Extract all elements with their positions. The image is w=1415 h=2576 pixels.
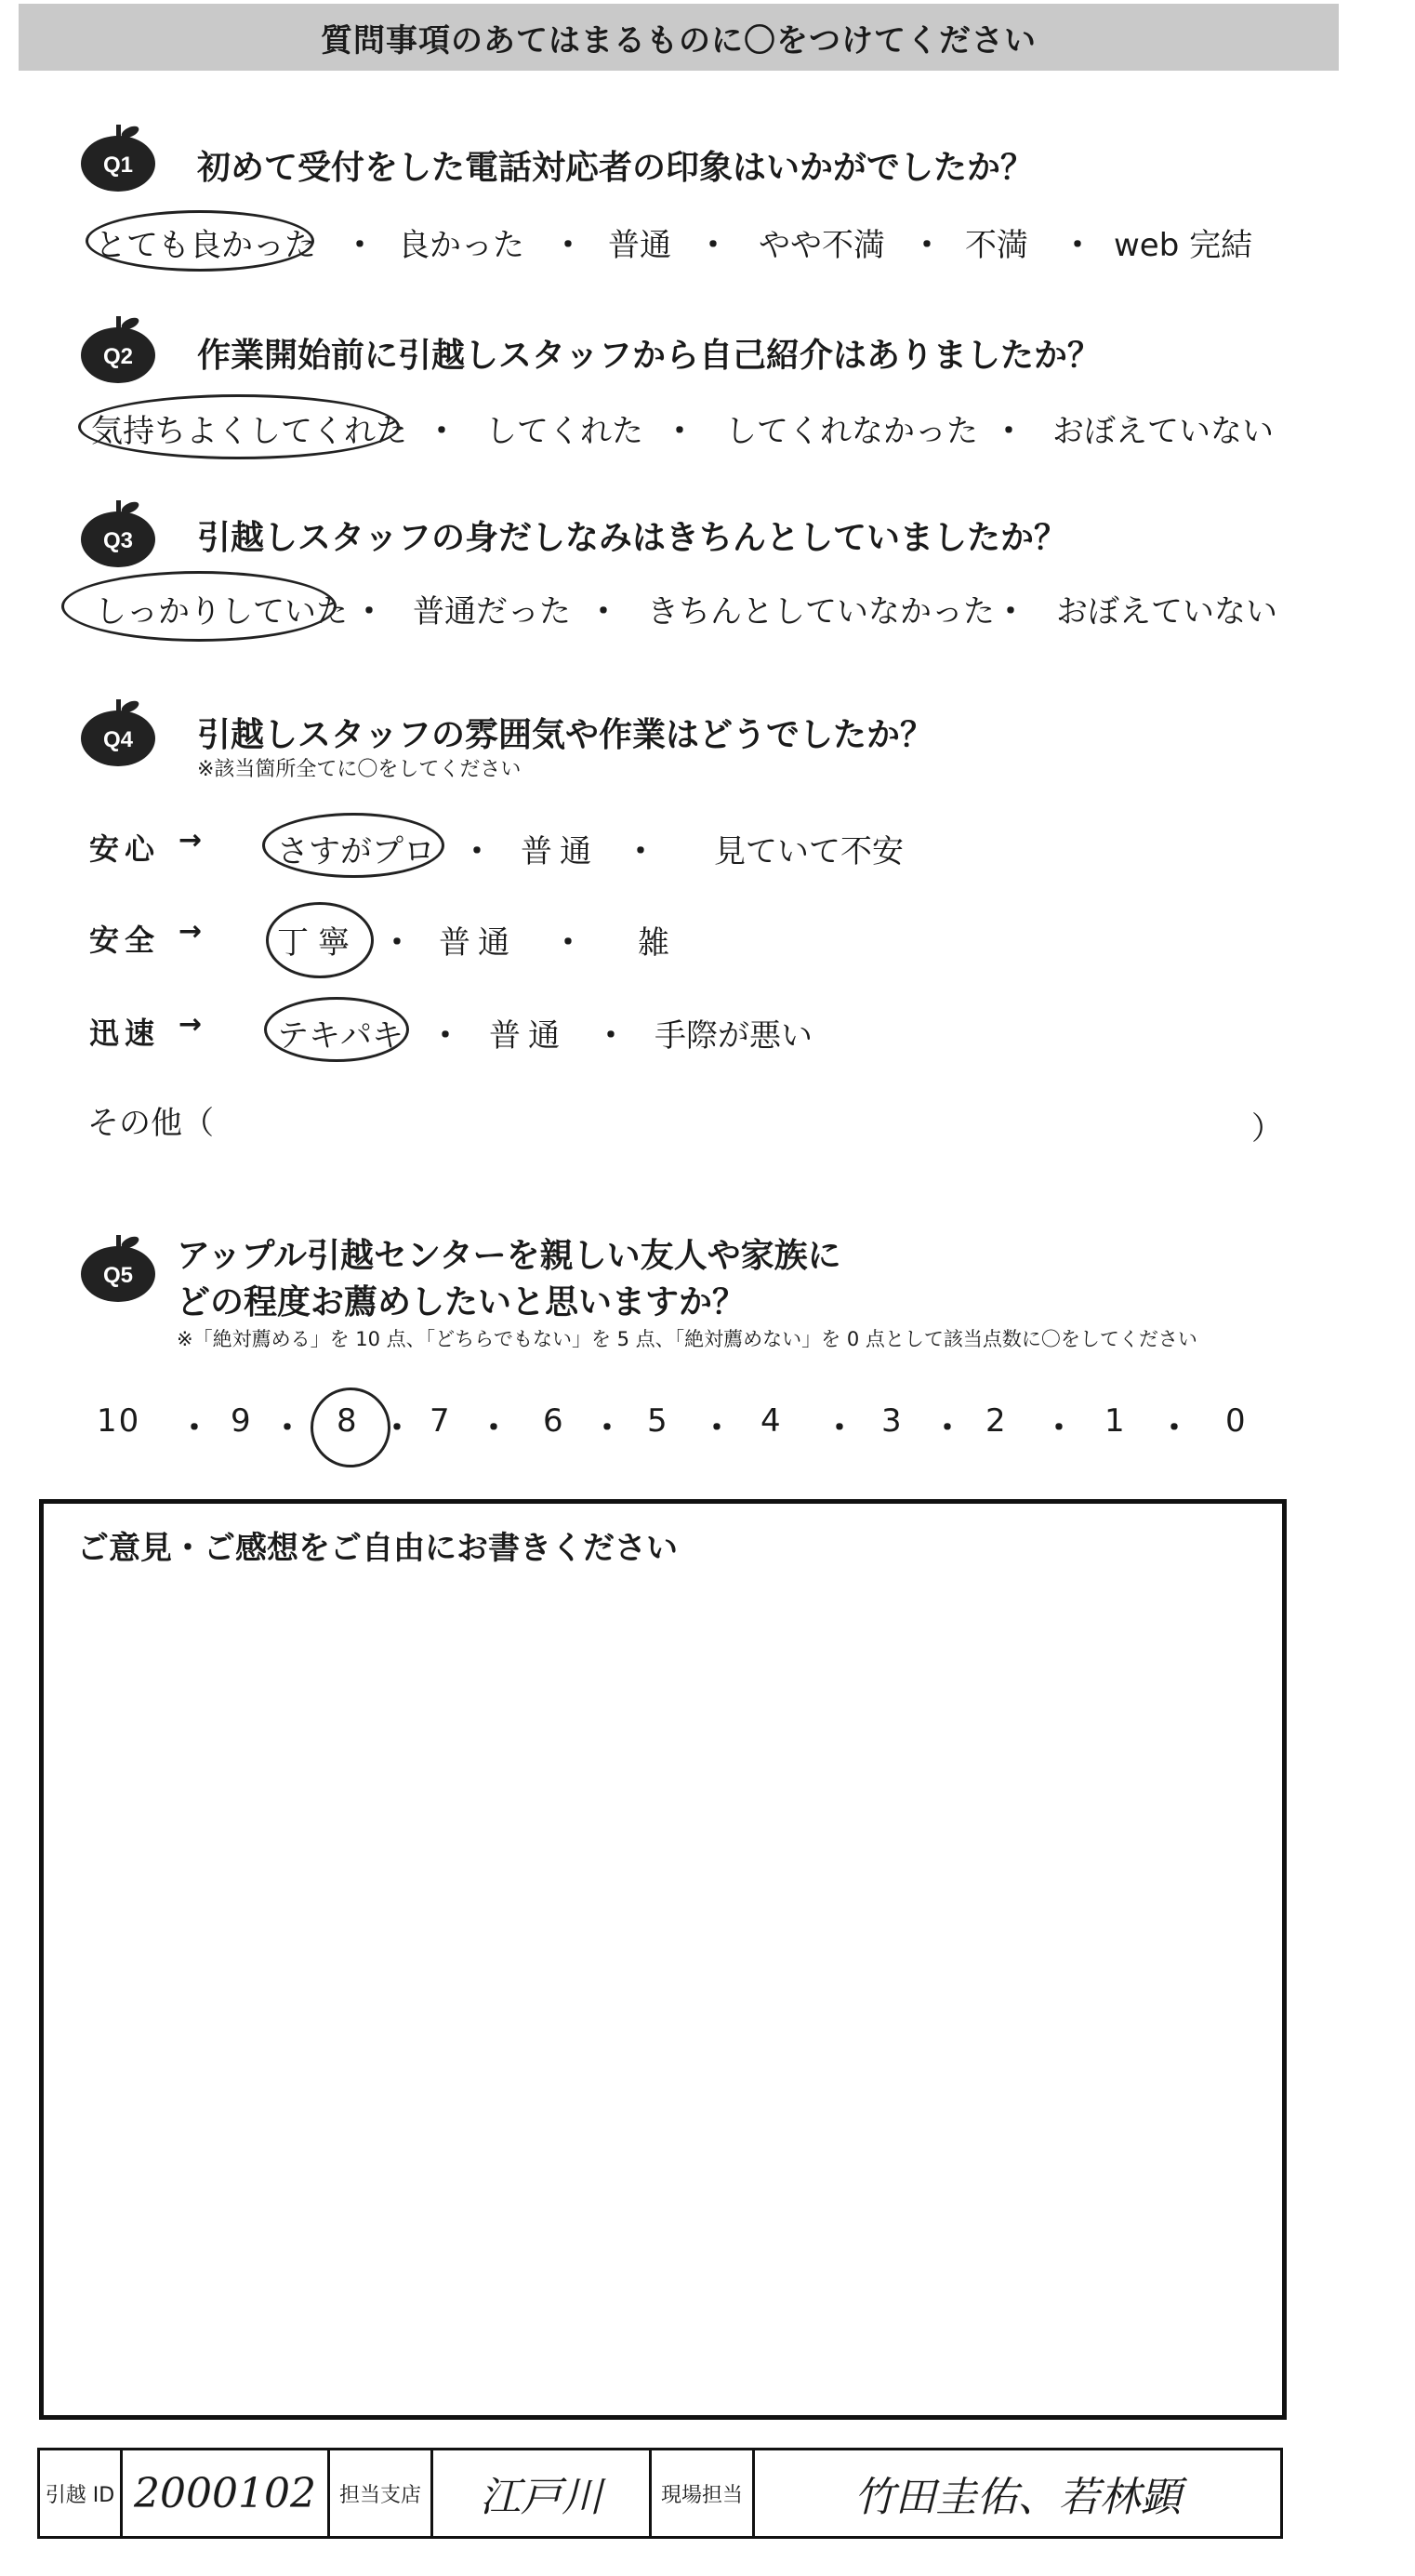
q5-note: ※「絶対薦める」を 10 点、「どちらでもない」を 5 点、「絶対薦めない」を 0 点として該当点数に〇をしてください [177,1328,1197,1350]
q1-option-4[interactable]: やや不満 [759,227,885,264]
q3-title: 引越しスタッフの身だしなみはきちんとしていましたか？ [197,519,1068,557]
separator-dot: ・ [595,1017,627,1055]
apple-icon [76,495,160,569]
separator-dot: ・ [995,593,1026,631]
score-4[interactable]: 4 [760,1402,783,1440]
apple-icon [76,119,160,193]
separator-dot: ・ [588,593,619,631]
separator-dot: ・ [478,1410,509,1447]
separator-dot: ・ [993,413,1025,450]
separator-dot: ・ [179,1410,210,1447]
comment-box[interactable] [39,1499,1287,2420]
apple-icon [76,1229,160,1304]
separator-dot: ・ [353,593,385,631]
q5-badge [76,1229,160,1304]
score-2[interactable]: 2 [985,1402,1008,1440]
q4-relief-option-1[interactable]: さすがプロ [277,833,435,870]
branch-label: 担当支店 [330,2450,433,2536]
separator-dot: ・ [701,1410,733,1447]
page-title: 質問事項のあてはまるものに〇をつけてください [321,21,1037,60]
arrow-icon: → [179,1008,203,1041]
q1-badge [76,119,160,193]
q1-option-5[interactable]: 不満 [965,227,1028,264]
score-8[interactable]: 8 [337,1402,359,1440]
comment-box-title: ご意見・ご感想をご自由にお書きください [77,1530,678,1567]
separator-dot: ・ [1043,1410,1075,1447]
arrow-icon: → [179,915,203,948]
arrow-icon: → [179,824,203,856]
score-10[interactable]: 10 [97,1402,141,1440]
q4-relief-option-3[interactable]: 見ていて不安 [714,833,904,870]
svg-text:Q4: Q4 [102,727,134,752]
q2-title: 作業開始前に引越しスタッフから自己紹介はありましたか？ [197,337,1102,375]
q4-other-label: その他（ [87,1105,214,1142]
q1-option-1[interactable]: とても良かった [95,227,316,264]
q4-row-label-speed: 迅速 [89,1016,161,1051]
q4-note: ※該当箇所全てに〇をしてください [197,758,522,781]
apple-icon [76,694,160,768]
score-0[interactable]: 0 [1225,1402,1248,1440]
separator-dot: ・ [697,227,729,264]
separator-dot: ・ [932,1410,963,1447]
separator-dot: ・ [430,1017,461,1055]
score-1[interactable]: 1 [1104,1402,1127,1440]
q2-option-3[interactable]: してくれなかった [725,413,978,450]
q3-badge [76,495,160,569]
apple-icon [76,311,160,385]
q4-safety-option-3[interactable]: 雑 [638,924,669,962]
q4-safety-option-2[interactable]: 普通 [439,924,517,962]
separator-dot: ・ [271,1410,303,1447]
move-id-label: 引越 ID [40,2450,123,2536]
q4-safety-option-1[interactable]: 丁寧 [277,924,359,962]
separator-dot: ・ [381,924,413,962]
q4-row-label-relief: 安心 [89,831,161,867]
separator-dot: ・ [461,833,493,870]
branch-value[interactable]: 江戸川 [433,2450,652,2536]
score-3[interactable]: 3 [881,1402,904,1440]
q2-option-2[interactable]: してくれた [485,413,643,450]
separator-dot: ・ [911,227,943,264]
staff-label: 現場担当 [652,2450,755,2536]
separator-dot: ・ [552,227,584,264]
q4-relief-option-2[interactable]: 普通 [521,833,599,870]
separator-dot: ・ [426,413,457,450]
separator-dot: ・ [824,1410,855,1447]
q5-title-line2: どの程度お薦めしたいと思いますか？ [177,1283,747,1321]
score-9[interactable]: 9 [231,1402,253,1440]
separator-dot: ・ [1062,227,1093,264]
q2-option-4[interactable]: おぼえていない [1052,413,1274,450]
separator-dot: ・ [664,413,695,450]
q1-title: 初めて受付をした電話対応者の印象はいかがでしたか？ [197,149,1035,187]
score-7[interactable]: 7 [430,1402,452,1440]
q4-speed-option-3[interactable]: 手際が悪い [655,1017,813,1055]
staff-value[interactable]: 竹田圭佑、若林顕 [853,2474,1182,2521]
separator-dot: ・ [625,833,656,870]
svg-text:Q5: Q5 [102,1263,134,1288]
footer-table [37,2448,1283,2539]
q3-option-1[interactable]: しっかりしていた [95,593,348,631]
separator-dot: ・ [552,924,584,962]
q1-option-6[interactable]: web 完結 [1114,227,1253,264]
q2-option-1[interactable]: 気持ちよくしてくれた [91,413,407,450]
page-header [19,4,1339,71]
svg-text:Q3: Q3 [102,528,134,553]
q3-option-4[interactable]: おぼえていない [1056,593,1277,631]
q5-title-line1: アップル引越センターを親しい友人や家族に [177,1237,841,1275]
move-id-value[interactable]: 2000102 [123,2450,330,2536]
separator-dot: ・ [381,1410,413,1447]
q3-option-3[interactable]: きちんとしていなかった [647,593,995,631]
q4-other-close: ） [1251,1110,1283,1148]
svg-text:Q1: Q1 [102,153,134,178]
svg-text:Q2: Q2 [102,344,134,369]
score-5[interactable]: 5 [647,1402,669,1440]
separator-dot: ・ [591,1410,623,1447]
q4-row-label-safety: 安全 [89,923,161,958]
q1-option-2[interactable]: 良かった [398,227,524,264]
score-6[interactable]: 6 [543,1402,565,1440]
q4-speed-option-2[interactable]: 普通 [489,1017,567,1055]
q4-speed-option-1[interactable]: テキパキ [277,1017,403,1055]
q3-option-2[interactable]: 普通だった [413,593,571,631]
separator-dot: ・ [1158,1410,1190,1447]
separator-dot: ・ [344,227,376,264]
q4-badge [76,694,160,768]
q4-title: 引越しスタッフの雰囲気や作業はどうでしたか？ [197,716,934,754]
q2-badge [76,311,160,385]
q1-option-3[interactable]: 普通 [608,227,671,264]
